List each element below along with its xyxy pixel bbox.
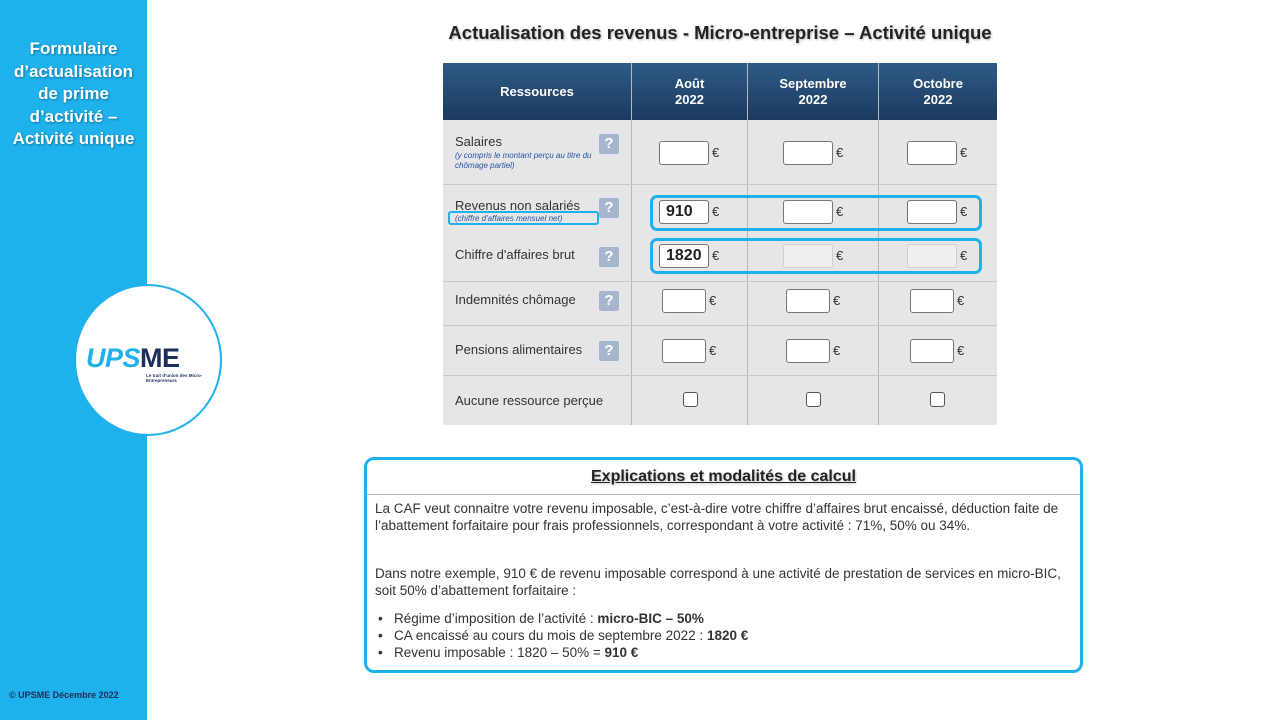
euro-label: € [712, 248, 720, 263]
list-item: • Régime d’imposition de l’activité : micro-BIC – 50% [375, 610, 1065, 627]
label-aucune-ressource: Aucune ressource perçue [455, 393, 604, 408]
euro-label: € [957, 343, 965, 358]
euro-label: € [833, 343, 841, 358]
euro-label: € [712, 145, 720, 160]
help-icon[interactable]: ? [599, 341, 619, 361]
calculation-list [375, 610, 1065, 661]
row-divider [443, 281, 997, 282]
explanation-divider [367, 494, 1080, 495]
help-icon[interactable]: ? [599, 134, 619, 154]
row-divider [443, 184, 997, 185]
euro-label: € [836, 145, 844, 160]
chomage-aout-input[interactable] [662, 289, 706, 313]
header-aout: Août 2022 [674, 75, 705, 107]
sidebar-title: Formulaire d’actualisation de prime d’activité – Activité unique [12, 39, 135, 148]
salaires-aout-input[interactable] [659, 141, 709, 165]
highlight-revenus-row [650, 195, 982, 231]
euro-label: € [960, 248, 968, 263]
salaires-septembre-input[interactable] [783, 141, 833, 165]
euro-label: € [957, 293, 965, 308]
explanation-box [364, 457, 1083, 673]
euro-label: € [709, 293, 717, 308]
revenus-aout-input[interactable]: 910 [659, 200, 709, 224]
help-icon[interactable]: ? [599, 291, 619, 311]
pensions-septembre-input[interactable] [786, 339, 830, 363]
euro-label: € [836, 248, 844, 263]
euro-label: € [836, 204, 844, 219]
euro-label: € [960, 204, 968, 219]
sub-revenus-non-salaries: (chiffre d'affaires mensuel net) [455, 214, 563, 223]
header-septembre: Septembre 2022 [779, 75, 847, 107]
row-divider [443, 325, 997, 326]
logo-tagline: Le trait d’union des Micro-Entrepreneurs [146, 373, 203, 383]
page-title: Actualisation des revenus - Micro-entreprise – Activité unique [448, 22, 992, 43]
label-indemnites-chomage: Indemnités chômage [455, 292, 576, 307]
sub-salaires: (y compris le montant perçu au titre du chômage partiel) [455, 151, 592, 170]
header-octobre: Octobre 2022 [913, 75, 963, 107]
ca-brut-aout-input[interactable]: 1820 [659, 244, 709, 268]
label-chiffre-affaires-brut: Chiffre d'affaires brut [455, 247, 575, 262]
help-icon[interactable]: ? [599, 247, 619, 267]
label-salaires: Salaires [455, 134, 502, 149]
label-pensions-alimentaires: Pensions alimentaires [455, 342, 583, 357]
highlight-ca-brut-row [650, 238, 982, 274]
aucune-septembre-checkbox[interactable] [806, 392, 821, 407]
help-icon[interactable]: ? [599, 198, 619, 218]
explanation-paragraph: La CAF veut connaitre votre revenu imposable, c’est-à-dire votre chiffre d’affaires brut encaissé, déduction faite de l’abattement forfaitaire pour frais professionnels, correspondant à votre activité : 71%, 50% ou 34%. [375, 501, 1059, 533]
chomage-septembre-input[interactable] [786, 289, 830, 313]
list-item: • Revenu imposable : 1820 – 50% = 910 € [375, 644, 1065, 661]
euro-label: € [709, 343, 717, 358]
explanation-paragraph: Dans notre exemple, 910 € de revenu imposable correspond à une activité de prestation de services en micro-BIC, soit 50% d’abattement forfaitaire : [375, 566, 1061, 598]
explanation-title: Explications et modalités de calcul [591, 468, 856, 485]
highlight-subtitle [448, 211, 599, 225]
upsme-logo: UPSME [86, 343, 180, 373]
row-divider [443, 375, 997, 376]
table-header [443, 63, 997, 120]
aucune-aout-checkbox[interactable] [683, 392, 698, 407]
label-revenus-non-salaries: Revenus non salariés [455, 198, 581, 213]
copyright: © UPSME Décembre 2022 [9, 690, 119, 700]
column-divider [631, 63, 632, 425]
salaires-octobre-input[interactable] [907, 141, 957, 165]
pensions-aout-input[interactable] [662, 339, 706, 363]
euro-label: € [960, 145, 968, 160]
euro-label: € [712, 204, 720, 219]
header-ressources: Ressources [500, 83, 574, 99]
list-item: • CA encaissé au cours du mois de septembre 2022 : 1820 € [375, 627, 1065, 644]
chomage-octobre-input[interactable] [910, 289, 954, 313]
aucune-octobre-checkbox[interactable] [930, 392, 945, 407]
pensions-octobre-input[interactable] [910, 339, 954, 363]
euro-label: € [833, 293, 841, 308]
